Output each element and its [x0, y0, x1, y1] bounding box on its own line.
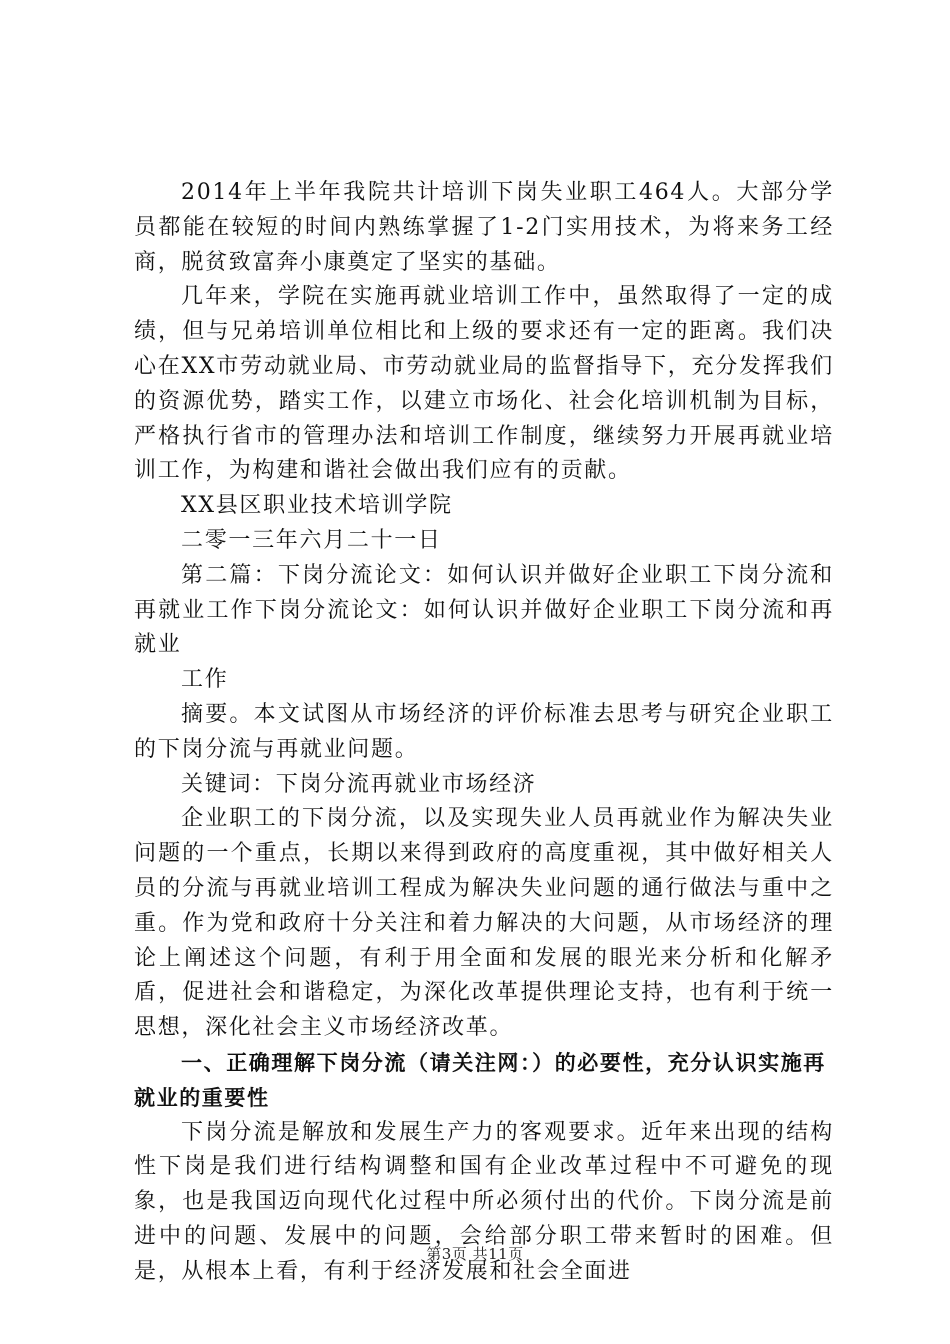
paragraph-training-summary: 2014年上半年我院共计培训下岗失业职工464人。大部分学员都能在较短的时间内熟练掌握了1-2门实用技术，为将来务工经商，脱贫致富奔小康奠定了坚实的基础。 — [134, 180, 834, 275]
body-paragraph-layoffs: 下岗分流是解放和发展生产力的客观要求。近年来出现的结构性下岗是我们进行结构调整和国有企业改革过程中不可避免的现象，也是我国迈向现代化过程中所必须付出的代价。下岗分流是前进中的问题、发展中的问题，会给部分职工带来暂时的困难。但是，从根本上看，有利于经济发展和社会全面进 — [134, 1119, 834, 1284]
introduction-paragraph: 企业职工的下岗分流，以及实现失业人员再就业作为解决失业问题的一个重点，长期以来得到政府的高度重视，其中做好相关人员的分流与再就业培训工程成为解决失业问题的通行做法与重中之重。作为党和政府十分关注和着力解决的大问题，从市场经济的理论上阐述这个问题，有利于用全面和发展的眼光来分析和化解矛盾，促进社会和谐稳定，为深化改革提供理论支持，也有利于统一思想，深化社会主义市场经济改革。 — [134, 806, 834, 1041]
section-title-continuation: 工作 — [181, 667, 229, 693]
signature-institution: XX县区职业技术培训学院 — [181, 493, 453, 519]
page-number-footer: 第3页 共11页 — [426, 1245, 524, 1263]
section-title-part-two: 第二篇：下岗分流论文：如何认识并做好企业职工下岗分流和再就业工作下岗分流论文：如何认识并做好企业职工下岗分流和再就业 — [134, 562, 834, 658]
paragraph-future-plan: 几年来，学院在实施再就业培训工作中，虽然取得了一定的成绩，但与兄弟培训单位相比和上级的要求还有一定的距离。我们决心在XX市劳动就业局、市劳动就业局的监督指导下，充分发挥我们的资源优势，踏实工作，以建立市场化、社会化培训机制为目标，严格执行省市的管理办法和培训工作制度，继续努力开展再就业培训工作，为构建和谐社会做出我们应有的贡献。 — [134, 284, 834, 484]
section-heading-one: 一、正确理解下岗分流（请关注网：）的必要性，充分认识实施再就业的重要性 — [134, 1050, 826, 1110]
signature-date: 二零一三年六月二十一日 — [181, 527, 442, 553]
abstract-paragraph: 摘要。本文试图从市场经济的评价标准去思考与研究企业职工的下岗分流与再就业问题。 — [134, 701, 834, 762]
keywords-paragraph: 关键词：下岗分流再就业市场经济 — [181, 771, 537, 797]
document-body — [134, 176, 834, 1290]
